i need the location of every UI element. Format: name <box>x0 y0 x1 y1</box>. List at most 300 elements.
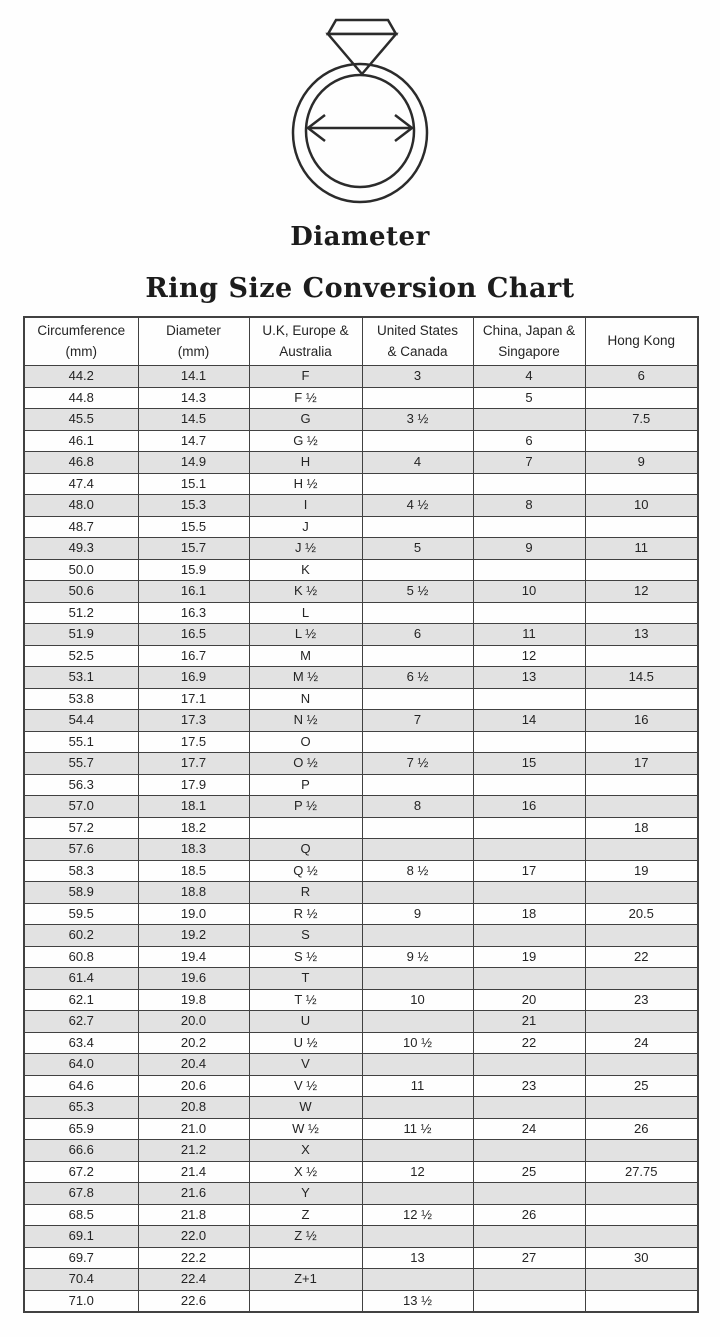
cell-hong-kong: 27.75 <box>585 1161 698 1183</box>
cell-united-states-canada: 9 ½ <box>362 946 473 968</box>
cell-united-states-canada <box>362 1226 473 1248</box>
table-row <box>24 1290 698 1312</box>
table-row <box>24 430 698 452</box>
table-row <box>24 710 698 732</box>
cell-hong-kong: 13 <box>585 624 698 646</box>
cell-diameter: 18.3 <box>138 839 249 861</box>
cell-uk-europe-australia: G ½ <box>249 430 362 452</box>
table-row <box>24 452 698 474</box>
cell-china-japan-singapore <box>473 1183 585 1205</box>
cell-diameter: 17.9 <box>138 774 249 796</box>
cell-diameter: 16.5 <box>138 624 249 646</box>
cell-china-japan-singapore <box>473 817 585 839</box>
cell-circumference: 53.1 <box>24 667 138 689</box>
cell-uk-europe-australia: R ½ <box>249 903 362 925</box>
cell-uk-europe-australia <box>249 1290 362 1312</box>
cell-diameter: 21.0 <box>138 1118 249 1140</box>
cell-hong-kong: 9 <box>585 452 698 474</box>
cell-hong-kong: 14.5 <box>585 667 698 689</box>
table-row <box>24 731 698 753</box>
cell-circumference: 50.0 <box>24 559 138 581</box>
cell-uk-europe-australia: Y <box>249 1183 362 1205</box>
cell-diameter: 19.8 <box>138 989 249 1011</box>
cell-diameter: 15.7 <box>138 538 249 560</box>
cell-china-japan-singapore: 22 <box>473 1032 585 1054</box>
cell-united-states-canada: 3 <box>362 366 473 388</box>
cell-china-japan-singapore <box>473 882 585 904</box>
cell-china-japan-singapore: 12 <box>473 645 585 667</box>
ring-inner-band-icon <box>306 75 414 187</box>
table-row <box>24 667 698 689</box>
cell-united-states-canada: 11 ½ <box>362 1118 473 1140</box>
cell-china-japan-singapore <box>473 473 585 495</box>
cell-circumference: 65.3 <box>24 1097 138 1119</box>
cell-diameter: 17.1 <box>138 688 249 710</box>
cell-united-states-canada: 9 <box>362 903 473 925</box>
cell-circumference: 49.3 <box>24 538 138 560</box>
cell-united-states-canada: 12 ½ <box>362 1204 473 1226</box>
column-header-circumference: Circumference (mm) <box>24 317 138 366</box>
table-row <box>24 473 698 495</box>
cell-united-states-canada: 13 ½ <box>362 1290 473 1312</box>
cell-diameter: 22.2 <box>138 1247 249 1269</box>
table-row <box>24 968 698 990</box>
cell-hong-kong: 12 <box>585 581 698 603</box>
cell-circumference: 64.0 <box>24 1054 138 1076</box>
cell-circumference: 46.1 <box>24 430 138 452</box>
cell-circumference: 58.9 <box>24 882 138 904</box>
cell-uk-europe-australia: H <box>249 452 362 474</box>
table-row <box>24 1011 698 1033</box>
table-row <box>24 1247 698 1269</box>
cell-diameter: 22.6 <box>138 1290 249 1312</box>
table-row <box>24 817 698 839</box>
cell-hong-kong <box>585 1097 698 1119</box>
cell-uk-europe-australia: R <box>249 882 362 904</box>
cell-hong-kong <box>585 731 698 753</box>
cell-united-states-canada <box>362 839 473 861</box>
table-row <box>24 1183 698 1205</box>
table-row <box>24 1097 698 1119</box>
cell-uk-europe-australia: O ½ <box>249 753 362 775</box>
cell-united-states-canada: 8 ½ <box>362 860 473 882</box>
table-row <box>24 581 698 603</box>
cell-hong-kong <box>585 1204 698 1226</box>
cell-circumference: 46.8 <box>24 452 138 474</box>
table-row <box>24 753 698 775</box>
cell-uk-europe-australia <box>249 1247 362 1269</box>
cell-circumference: 56.3 <box>24 774 138 796</box>
cell-china-japan-singapore <box>473 1290 585 1312</box>
cell-diameter: 19.4 <box>138 946 249 968</box>
cell-china-japan-singapore: 19 <box>473 946 585 968</box>
cell-circumference: 69.7 <box>24 1247 138 1269</box>
cell-diameter: 17.3 <box>138 710 249 732</box>
cell-diameter: 14.9 <box>138 452 249 474</box>
cell-diameter: 15.3 <box>138 495 249 517</box>
cell-china-japan-singapore: 15 <box>473 753 585 775</box>
cell-united-states-canada <box>362 602 473 624</box>
table-row <box>24 774 698 796</box>
table-row <box>24 387 698 409</box>
cell-united-states-canada: 4 <box>362 452 473 474</box>
table-row <box>24 1054 698 1076</box>
cell-hong-kong <box>585 1226 698 1248</box>
cell-united-states-canada: 8 <box>362 796 473 818</box>
cell-china-japan-singapore <box>473 1140 585 1162</box>
cell-diameter: 14.5 <box>138 409 249 431</box>
cell-uk-europe-australia: W <box>249 1097 362 1119</box>
cell-uk-europe-australia: X ½ <box>249 1161 362 1183</box>
cell-circumference: 65.9 <box>24 1118 138 1140</box>
cell-diameter: 17.5 <box>138 731 249 753</box>
cell-china-japan-singapore: 4 <box>473 366 585 388</box>
cell-circumference: 57.2 <box>24 817 138 839</box>
cell-uk-europe-australia: J <box>249 516 362 538</box>
table-row <box>24 1269 698 1291</box>
cell-hong-kong <box>585 839 698 861</box>
diamond-crown-icon <box>328 20 396 34</box>
cell-china-japan-singapore: 7 <box>473 452 585 474</box>
cell-circumference: 70.4 <box>24 1269 138 1291</box>
table-row <box>24 366 698 388</box>
table-row <box>24 688 698 710</box>
cell-diameter: 18.1 <box>138 796 249 818</box>
cell-circumference: 51.2 <box>24 602 138 624</box>
cell-china-japan-singapore: 27 <box>473 1247 585 1269</box>
cell-diameter: 18.2 <box>138 817 249 839</box>
header-row <box>24 317 698 366</box>
cell-china-japan-singapore: 24 <box>473 1118 585 1140</box>
table-row <box>24 624 698 646</box>
page-title: Ring Size Conversion Chart <box>145 273 575 304</box>
cell-hong-kong <box>585 925 698 947</box>
cell-circumference: 45.5 <box>24 409 138 431</box>
cell-circumference: 68.5 <box>24 1204 138 1226</box>
cell-china-japan-singapore <box>473 968 585 990</box>
cell-hong-kong <box>585 882 698 904</box>
cell-hong-kong <box>585 688 698 710</box>
cell-hong-kong <box>585 602 698 624</box>
cell-china-japan-singapore: 8 <box>473 495 585 517</box>
cell-hong-kong: 20.5 <box>585 903 698 925</box>
cell-diameter: 15.1 <box>138 473 249 495</box>
cell-uk-europe-australia: Z+1 <box>249 1269 362 1291</box>
cell-china-japan-singapore: 18 <box>473 903 585 925</box>
cell-uk-europe-australia: S <box>249 925 362 947</box>
cell-circumference: 50.6 <box>24 581 138 603</box>
cell-uk-europe-australia: T ½ <box>249 989 362 1011</box>
cell-hong-kong: 30 <box>585 1247 698 1269</box>
cell-uk-europe-australia: U <box>249 1011 362 1033</box>
cell-diameter: 19.2 <box>138 925 249 947</box>
cell-china-japan-singapore <box>473 602 585 624</box>
cell-china-japan-singapore <box>473 731 585 753</box>
cell-diameter: 22.4 <box>138 1269 249 1291</box>
cell-united-states-canada: 5 ½ <box>362 581 473 603</box>
cell-circumference: 60.2 <box>24 925 138 947</box>
cell-diameter: 14.1 <box>138 366 249 388</box>
cell-china-japan-singapore: 16 <box>473 796 585 818</box>
cell-china-japan-singapore <box>473 839 585 861</box>
cell-diameter: 18.5 <box>138 860 249 882</box>
cell-united-states-canada <box>362 1011 473 1033</box>
cell-united-states-canada <box>362 1183 473 1205</box>
cell-united-states-canada <box>362 387 473 409</box>
cell-diameter: 16.3 <box>138 602 249 624</box>
cell-circumference: 60.8 <box>24 946 138 968</box>
cell-hong-kong: 11 <box>585 538 698 560</box>
cell-circumference: 67.8 <box>24 1183 138 1205</box>
table-row <box>24 495 698 517</box>
table-row <box>24 839 698 861</box>
cell-uk-europe-australia: T <box>249 968 362 990</box>
cell-uk-europe-australia: G <box>249 409 362 431</box>
cell-uk-europe-australia: W ½ <box>249 1118 362 1140</box>
cell-diameter: 22.0 <box>138 1226 249 1248</box>
cell-united-states-canada <box>362 968 473 990</box>
cell-united-states-canada: 10 ½ <box>362 1032 473 1054</box>
table-row <box>24 516 698 538</box>
cell-hong-kong: 24 <box>585 1032 698 1054</box>
cell-united-states-canada <box>362 688 473 710</box>
cell-united-states-canada <box>362 817 473 839</box>
cell-circumference: 66.6 <box>24 1140 138 1162</box>
column-header-china-japan-singapore: China, Japan & Singapore <box>473 317 585 366</box>
cell-diameter: 20.6 <box>138 1075 249 1097</box>
cell-uk-europe-australia: F <box>249 366 362 388</box>
cell-china-japan-singapore: 23 <box>473 1075 585 1097</box>
cell-hong-kong <box>585 1011 698 1033</box>
cell-hong-kong: 17 <box>585 753 698 775</box>
cell-uk-europe-australia: P ½ <box>249 796 362 818</box>
cell-circumference: 64.6 <box>24 1075 138 1097</box>
cell-hong-kong: 22 <box>585 946 698 968</box>
cell-uk-europe-australia <box>249 817 362 839</box>
cell-china-japan-singapore <box>473 516 585 538</box>
cell-diameter: 21.2 <box>138 1140 249 1162</box>
cell-uk-europe-australia: K <box>249 559 362 581</box>
table-row <box>24 1032 698 1054</box>
cell-uk-europe-australia: Z ½ <box>249 1226 362 1248</box>
cell-diameter: 15.9 <box>138 559 249 581</box>
cell-china-japan-singapore <box>473 1226 585 1248</box>
cell-china-japan-singapore: 25 <box>473 1161 585 1183</box>
cell-uk-europe-australia: X <box>249 1140 362 1162</box>
cell-uk-europe-australia: L <box>249 602 362 624</box>
cell-united-states-canada <box>362 1140 473 1162</box>
cell-united-states-canada: 3 ½ <box>362 409 473 431</box>
cell-circumference: 69.1 <box>24 1226 138 1248</box>
cell-uk-europe-australia: K ½ <box>249 581 362 603</box>
cell-circumference: 67.2 <box>24 1161 138 1183</box>
cell-hong-kong <box>585 473 698 495</box>
cell-circumference: 47.4 <box>24 473 138 495</box>
diameter-arrow-icon <box>308 115 412 141</box>
cell-united-states-canada: 12 <box>362 1161 473 1183</box>
cell-united-states-canada <box>362 882 473 904</box>
cell-united-states-canada <box>362 925 473 947</box>
cell-hong-kong <box>585 1290 698 1312</box>
cell-diameter: 19.0 <box>138 903 249 925</box>
cell-china-japan-singapore: 26 <box>473 1204 585 1226</box>
cell-diameter: 16.1 <box>138 581 249 603</box>
cell-diameter: 20.4 <box>138 1054 249 1076</box>
cell-united-states-canada <box>362 430 473 452</box>
cell-hong-kong: 26 <box>585 1118 698 1140</box>
cell-diameter: 14.7 <box>138 430 249 452</box>
cell-china-japan-singapore <box>473 1054 585 1076</box>
cell-hong-kong: 6 <box>585 366 698 388</box>
cell-circumference: 48.7 <box>24 516 138 538</box>
cell-united-states-canada <box>362 774 473 796</box>
cell-china-japan-singapore: 6 <box>473 430 585 452</box>
cell-uk-europe-australia: L ½ <box>249 624 362 646</box>
ring-diagram-icon <box>280 8 440 208</box>
cell-united-states-canada: 5 <box>362 538 473 560</box>
cell-diameter: 21.8 <box>138 1204 249 1226</box>
cell-diameter: 16.9 <box>138 667 249 689</box>
table-row <box>24 602 698 624</box>
cell-united-states-canada <box>362 473 473 495</box>
cell-united-states-canada <box>362 1054 473 1076</box>
cell-united-states-canada <box>362 559 473 581</box>
cell-circumference: 44.2 <box>24 366 138 388</box>
cell-united-states-canada: 13 <box>362 1247 473 1269</box>
cell-united-states-canada <box>362 1097 473 1119</box>
cell-china-japan-singapore: 17 <box>473 860 585 882</box>
cell-uk-europe-australia: P <box>249 774 362 796</box>
cell-circumference: 55.1 <box>24 731 138 753</box>
table-row <box>24 1226 698 1248</box>
table-row <box>24 1075 698 1097</box>
table-body <box>24 366 698 1313</box>
cell-united-states-canada: 7 ½ <box>362 753 473 775</box>
cell-uk-europe-australia: F ½ <box>249 387 362 409</box>
cell-hong-kong <box>585 387 698 409</box>
conversion-table <box>23 316 699 1313</box>
cell-china-japan-singapore: 13 <box>473 667 585 689</box>
table-row <box>24 925 698 947</box>
cell-diameter: 17.7 <box>138 753 249 775</box>
column-header-united-states-canada: United States & Canada <box>362 317 473 366</box>
cell-hong-kong: 10 <box>585 495 698 517</box>
table-row <box>24 1118 698 1140</box>
column-header-hong-kong: Hong Kong <box>585 317 698 366</box>
table-row <box>24 645 698 667</box>
table-row <box>24 882 698 904</box>
cell-circumference: 62.7 <box>24 1011 138 1033</box>
cell-united-states-canada: 7 <box>362 710 473 732</box>
cell-diameter: 20.0 <box>138 1011 249 1033</box>
table-row <box>24 1161 698 1183</box>
cell-uk-europe-australia: I <box>249 495 362 517</box>
cell-uk-europe-australia: J ½ <box>249 538 362 560</box>
table-row <box>24 796 698 818</box>
cell-china-japan-singapore: 21 <box>473 1011 585 1033</box>
cell-uk-europe-australia: O <box>249 731 362 753</box>
cell-china-japan-singapore: 10 <box>473 581 585 603</box>
cell-hong-kong: 23 <box>585 989 698 1011</box>
cell-united-states-canada: 10 <box>362 989 473 1011</box>
cell-united-states-canada <box>362 645 473 667</box>
cell-china-japan-singapore <box>473 688 585 710</box>
table-row <box>24 860 698 882</box>
cell-hong-kong <box>585 1269 698 1291</box>
cell-uk-europe-australia: U ½ <box>249 1032 362 1054</box>
cell-uk-europe-australia: N <box>249 688 362 710</box>
cell-circumference: 55.7 <box>24 753 138 775</box>
cell-uk-europe-australia: N ½ <box>249 710 362 732</box>
cell-circumference: 54.4 <box>24 710 138 732</box>
cell-uk-europe-australia: M ½ <box>249 667 362 689</box>
table-row <box>24 1204 698 1226</box>
cell-uk-europe-australia: H ½ <box>249 473 362 495</box>
cell-circumference: 63.4 <box>24 1032 138 1054</box>
cell-hong-kong <box>585 1183 698 1205</box>
cell-hong-kong <box>585 1140 698 1162</box>
table-header <box>24 317 698 366</box>
table-row <box>24 903 698 925</box>
cell-hong-kong: 7.5 <box>585 409 698 431</box>
cell-uk-europe-australia: M <box>249 645 362 667</box>
column-header-diameter: Diameter (mm) <box>138 317 249 366</box>
cell-china-japan-singapore <box>473 409 585 431</box>
cell-circumference: 58.3 <box>24 860 138 882</box>
cell-china-japan-singapore <box>473 1097 585 1119</box>
cell-hong-kong: 18 <box>585 817 698 839</box>
cell-china-japan-singapore <box>473 1269 585 1291</box>
cell-hong-kong: 16 <box>585 710 698 732</box>
cell-circumference: 52.5 <box>24 645 138 667</box>
cell-hong-kong: 25 <box>585 1075 698 1097</box>
cell-china-japan-singapore <box>473 559 585 581</box>
cell-uk-europe-australia: V ½ <box>249 1075 362 1097</box>
cell-united-states-canada: 4 ½ <box>362 495 473 517</box>
cell-diameter: 20.8 <box>138 1097 249 1119</box>
cell-diameter: 16.7 <box>138 645 249 667</box>
cell-united-states-canada: 6 <box>362 624 473 646</box>
cell-hong-kong <box>585 430 698 452</box>
cell-hong-kong <box>585 968 698 990</box>
cell-china-japan-singapore: 11 <box>473 624 585 646</box>
cell-china-japan-singapore: 20 <box>473 989 585 1011</box>
cell-united-states-canada <box>362 731 473 753</box>
cell-circumference: 57.0 <box>24 796 138 818</box>
cell-hong-kong <box>585 645 698 667</box>
cell-circumference: 62.1 <box>24 989 138 1011</box>
cell-hong-kong <box>585 796 698 818</box>
cell-hong-kong <box>585 774 698 796</box>
diameter-label: Diameter <box>290 222 430 252</box>
cell-china-japan-singapore: 5 <box>473 387 585 409</box>
cell-uk-europe-australia: S ½ <box>249 946 362 968</box>
cell-diameter: 14.3 <box>138 387 249 409</box>
cell-circumference: 57.6 <box>24 839 138 861</box>
cell-uk-europe-australia: V <box>249 1054 362 1076</box>
cell-circumference: 48.0 <box>24 495 138 517</box>
cell-hong-kong <box>585 1054 698 1076</box>
cell-hong-kong <box>585 516 698 538</box>
table-row <box>24 409 698 431</box>
cell-united-states-canada <box>362 1269 473 1291</box>
cell-diameter: 18.8 <box>138 882 249 904</box>
cell-hong-kong <box>585 559 698 581</box>
table-row <box>24 538 698 560</box>
cell-china-japan-singapore <box>473 774 585 796</box>
cell-diameter: 21.6 <box>138 1183 249 1205</box>
cell-united-states-canada: 11 <box>362 1075 473 1097</box>
